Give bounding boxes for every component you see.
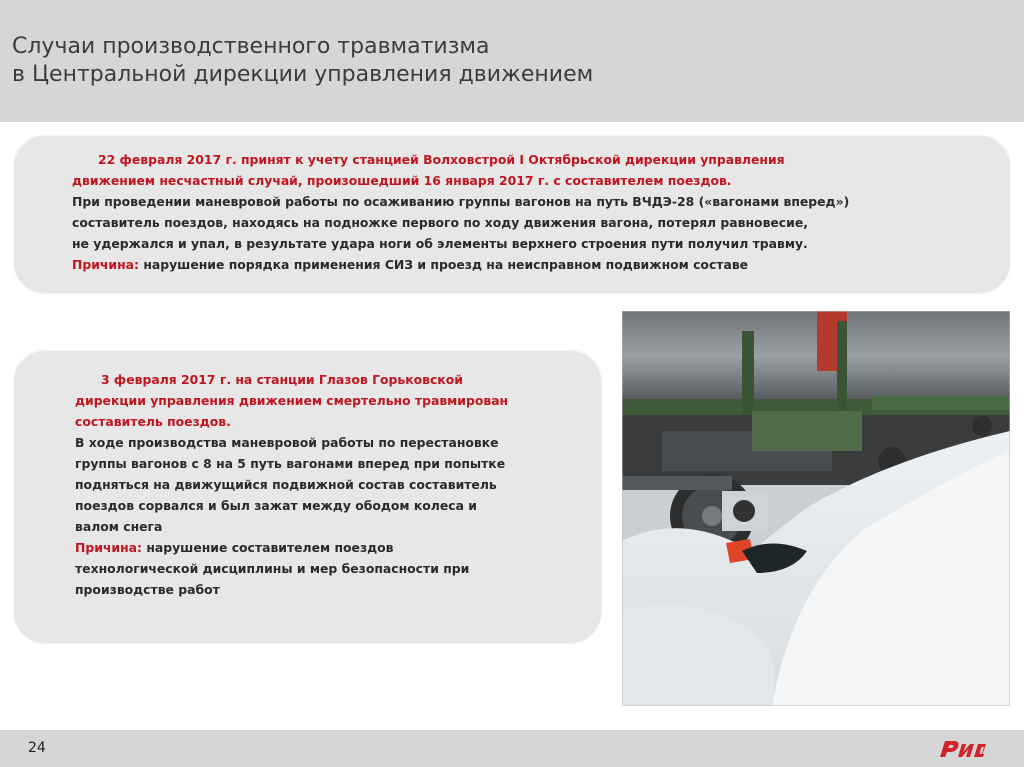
case2-cause-text: нарушение составителем поездов — [142, 540, 394, 555]
case1-cause — [72, 254, 1009, 275]
case2-body-line: валом снега — [75, 519, 163, 534]
case1-cause-text: нарушение порядка применения СИЗ и проезд на неисправном подвижном составе — [139, 257, 749, 272]
case2-cause-label: Причина: — [75, 540, 142, 555]
header-band — [0, 0, 1024, 122]
case2-intro-line: составитель поездов. — [75, 414, 231, 429]
page-number: 24 — [28, 740, 46, 756]
accident-photo-illustration — [622, 311, 1010, 706]
case2-cause — [75, 537, 600, 558]
case2-intro-line: дирекции управления движением смертельно травмирован — [75, 393, 509, 408]
case1-intro-line-2: движением несчастный случай, произошедший 16 января 2017 г. с составителем поездов. — [72, 173, 732, 188]
case1-body-line: не удержался и упал, в результате удара ноги об элементы верхнего строения пути получил травму. — [72, 236, 808, 251]
case2-body-line: подняться на движущийся подвижной состав составитель — [75, 477, 497, 492]
case-card-2 — [15, 352, 600, 642]
case2-body-line: В ходе производства маневровой работы по перестановке — [75, 435, 499, 450]
footer-band — [0, 730, 1024, 767]
rzd-logo-icon — [934, 736, 990, 762]
case1-body-line: При проведении маневровой работы по осаживанию группы вагонов на путь ВЧДЭ-28 («вагонами вперед») — [72, 194, 850, 209]
page-title — [12, 33, 593, 89]
title-line-1: Случаи производственного травматизма — [12, 34, 490, 59]
case2-cause-line: технологической дисциплины и мер безопасности при — [75, 561, 470, 576]
case2-body-line: группы вагонов с 8 на 5 путь вагонами вперед при попытке — [75, 456, 506, 471]
case2-body-line: поездов сорвался и был зажат между ободом колеса и — [75, 498, 477, 513]
case1-intro-line-1: 22 февраля 2017 г. принят к учету станцией Волховстрой I Октябрьской дирекции управления — [98, 152, 785, 167]
case1-body-line: составитель поездов, находясь на подножке первого по ходу движения вагона, потерял равновесие, — [72, 215, 808, 230]
title-line-2: в Центральной дирекции управления движением — [12, 62, 594, 87]
case2-cause-line: производстве работ — [75, 582, 220, 597]
case2-intro-line: 3 февраля 2017 г. на станции Глазов Горьковской — [101, 372, 463, 387]
case1-cause-label: Причина: — [72, 257, 139, 272]
accident-photo — [622, 311, 1010, 706]
rzd-logo — [934, 736, 990, 762]
case-card-1 — [15, 137, 1009, 292]
